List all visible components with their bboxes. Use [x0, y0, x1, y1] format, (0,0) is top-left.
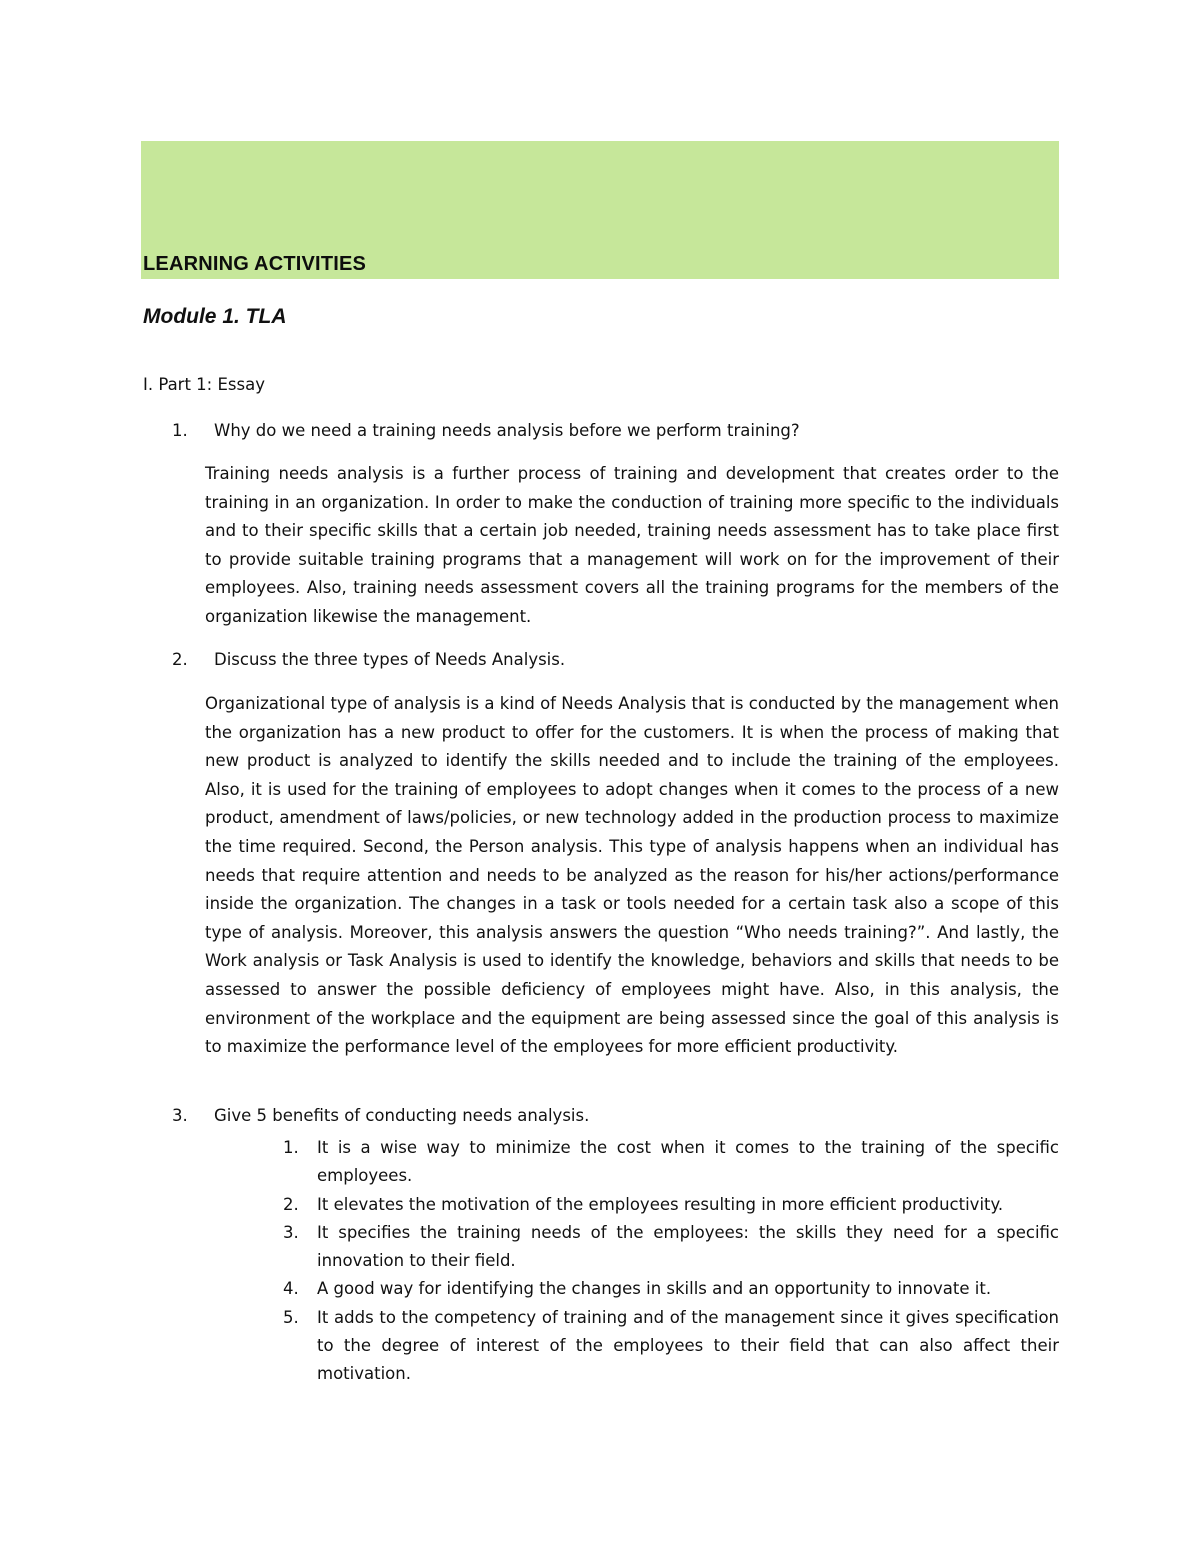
benefit-item	[283, 1191, 1059, 1219]
question-1-text: Why do we need a training needs analysis before we perform training?	[214, 421, 800, 440]
section-banner	[141, 141, 1059, 279]
question-2-text: Discuss the three types of Needs Analysis.	[214, 650, 566, 669]
benefit-number: 3.	[283, 1222, 299, 1242]
benefit-text: It adds to the competency of training and of the management since it gives specification to the degree of interest of the employees to their field that can also affect their motivation.	[317, 1307, 1059, 1384]
benefit-text: It is a wise way to minimize the cost when it comes to the training of the specific employees.	[317, 1138, 1059, 1186]
part-title: I. Part 1: Essay	[143, 375, 265, 394]
question-2-answer: Organizational type of analysis is a kind of Needs Analysis that is conducted by the management when the organization has a new product to offer for the customers. It is when the process of making that new product is analyzed to identify the skills needed and to include the training of the employees. Also, it is used for the training of employees to adopt changes when it comes to the process of a new product, amendment of laws/policies, or new technology added in the production process to maximize the time required. Second, the Person analysis. This type of analysis happens when an individual has needs that require attention and needs to be analyzed as the reason for his/her actions/performance inside the organization. The changes in a task or tools needed for a certain task also a scope of this type of analysis. Moreover, this analysis answers the question “Who needs training?”. And lastly, the Work analysis or Task Analysis is used to identify the knowledge, behaviors and skills that needs to be assessed to answer the possible deficiency of employees might have. Also, in this analysis, the environment of the workplace and the equipment are being assessed since the goal of this analysis is to maximize the performance level of the employees for more efficient productivity.	[205, 694, 1059, 1057]
benefit-number: 4.	[283, 1279, 299, 1299]
question-2-number: 2.	[172, 650, 188, 669]
question-1-answer: Training needs analysis is a further process of training and development that creates order to the training in an organization. In order to make the conduction of training more specific to the individuals and to their specific skills that a certain job needed, training needs assessment has to take place first to provide suitable training programs that a management will work on for the improvement of their employees. Also, training needs assessment covers all the training programs for the members of the organization likewise the management.	[205, 464, 1059, 626]
module-title: Module 1. TLA	[143, 305, 287, 328]
benefit-item	[283, 1275, 1059, 1303]
benefit-number: 1.	[283, 1138, 299, 1157]
section-title: LEARNING ACTIVITIES	[143, 253, 367, 275]
benefit-item	[283, 1219, 1059, 1276]
benefit-item	[283, 1304, 1059, 1389]
benefits-list	[283, 1134, 1059, 1389]
question-3-text: Give 5 benefits of conducting needs analysis.	[214, 1106, 590, 1125]
benefit-text: It elevates the motivation of the employees resulting in more efficient productivity.	[317, 1194, 1004, 1214]
benefit-text: A good way for identifying the changes in skills and an opportunity to innovate it.	[317, 1279, 992, 1299]
benefit-number: 2.	[283, 1194, 299, 1214]
benefit-number: 5.	[283, 1307, 299, 1327]
question-3-number: 3.	[172, 1106, 188, 1125]
benefit-text: It specifies the training needs of the employees: the skills they need for a specific innovation to their field.	[317, 1222, 1059, 1271]
question-1-number: 1.	[172, 421, 188, 440]
benefit-item	[283, 1134, 1059, 1191]
